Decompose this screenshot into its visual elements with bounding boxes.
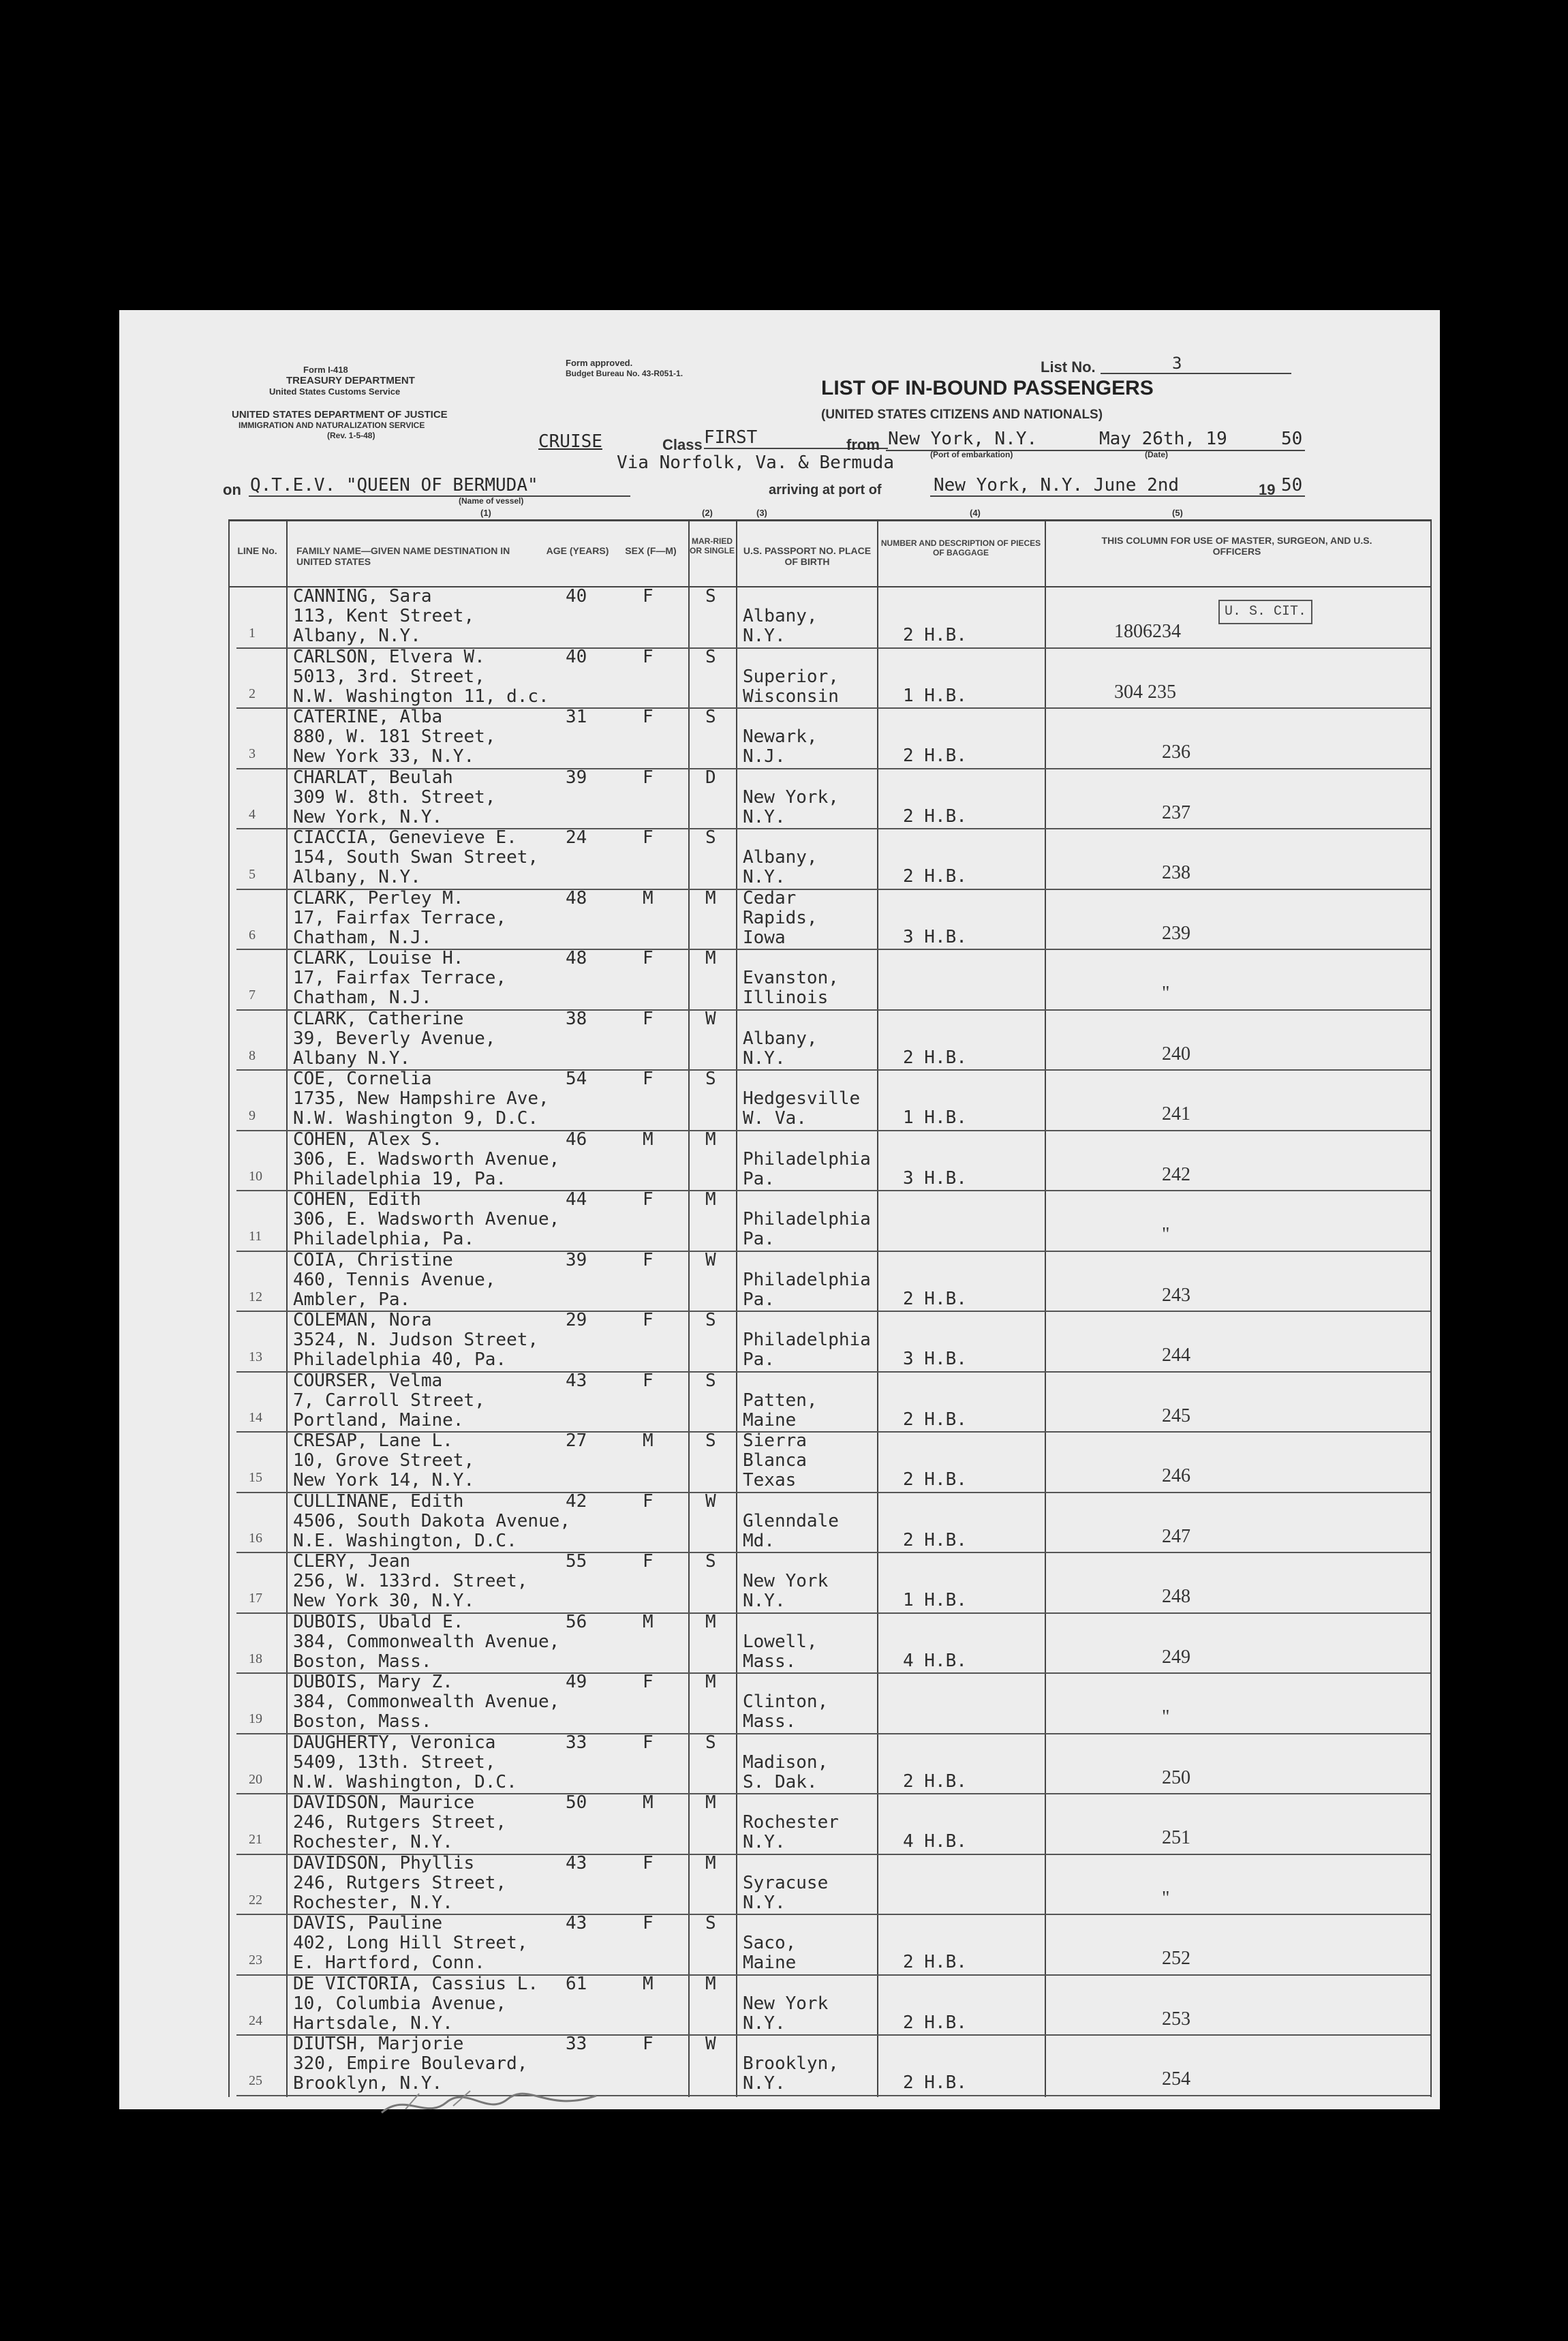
col-header-passport: U.S. PASSPORT NO. PLACE OF BIRTH <box>743 545 872 567</box>
passenger-name-address: DAVIDSON, Maurice 246, Rutgers Street, Rochester, N.Y. <box>293 1792 507 1852</box>
officer-serial-number: " <box>1162 1707 1170 1728</box>
passenger-marital-status: M <box>705 1129 716 1150</box>
row-line-number: 18 <box>249 1651 262 1666</box>
passenger-birthplace: Philadelphia Pa. <box>743 1148 871 1189</box>
list-no-label: List No. <box>1041 358 1096 376</box>
row-line-number: 14 <box>249 1409 262 1425</box>
passenger-birthplace: Albany, N.Y. <box>743 1028 818 1069</box>
officer-serial-number: 241 <box>1162 1103 1190 1124</box>
passenger-marital-status: S <box>705 1551 716 1572</box>
vessel-underline <box>249 495 630 497</box>
list-no-underline <box>1101 373 1291 374</box>
passenger-birthplace: Philadelphia Pa. <box>743 1269 871 1310</box>
col-header-line: LINE No. <box>237 545 277 556</box>
passenger-name-address: DAVIS, Pauline 402, Long Hill Street, E. Hartford, Conn. <box>293 1913 528 1973</box>
passenger-name-address: COE, Cornelia 1735, New Hampshire Ave, N.W. Washington 9, D.C. <box>293 1069 549 1129</box>
passenger-birthplace: Philadelphia Pa. <box>743 1209 871 1249</box>
vessel-caption: (Name of vessel) <box>459 496 524 506</box>
passenger-marital-status: S <box>705 827 716 848</box>
row-line-number: 1 <box>249 626 256 641</box>
col-header-baggage: NUMBER AND DESCRIPTION OF PIECES OF BAGGAGE <box>880 538 1041 557</box>
passenger-marital-status: S <box>705 1069 716 1089</box>
baggage-count: 3 H.B. <box>903 926 967 947</box>
passenger-name-address: COIA, Christine 460, Tennis Avenue, Ambler, Pa. <box>293 1249 496 1310</box>
row-line-number: 20 <box>249 1771 262 1787</box>
passenger-sex: F <box>643 1490 654 1512</box>
passenger-marital-status: M <box>705 1973 716 1994</box>
form-approved: Form approved. <box>566 358 633 368</box>
passenger-name-address: DE VICTORIA, Cassius L. 10, Columbia Avenue, Hartsdale, N.Y. <box>293 1973 539 2034</box>
col-num-4: (4) <box>970 508 981 518</box>
passenger-birthplace: Patten, Maine <box>743 1390 818 1430</box>
officer-serial-number: 243 <box>1162 1284 1190 1306</box>
passenger-age: 48 <box>566 948 587 968</box>
passenger-name-address: CLARK, Catherine 39, Beverly Avenue, Albany N.Y. <box>293 1008 496 1069</box>
passenger-name-address: CARLSON, Elvera W. 5013, 3rd. Street, N.W. Washington 11, d.c. <box>293 646 549 707</box>
baggage-count: 2 H.B. <box>903 625 967 645</box>
officer-serial-number: 236 <box>1162 741 1190 763</box>
passenger-marital-status: D <box>705 767 716 788</box>
row-line-number: 7 <box>249 988 256 1003</box>
officer-serial-number: 245 <box>1162 1405 1190 1426</box>
passenger-marital-status: W <box>705 1008 716 1029</box>
passenger-sex: F <box>643 948 654 968</box>
passenger-marital-status: S <box>705 1732 716 1753</box>
baggage-count: 2 H.B. <box>903 866 967 887</box>
col-divider <box>688 519 690 2097</box>
col-divider <box>228 519 230 2097</box>
passenger-marital-status: S <box>705 1913 716 1933</box>
row-line-number: 11 <box>249 1229 262 1244</box>
officer-serial-number: 248 <box>1162 1586 1190 1607</box>
passenger-birthplace: Albany, N.Y. <box>743 847 818 887</box>
passenger-sex: M <box>643 1430 654 1451</box>
passenger-sex: F <box>643 827 654 848</box>
arrival-year: 50 <box>1281 475 1303 495</box>
us-citizen-stamp: U. S. CIT. <box>1218 600 1312 624</box>
passenger-age: 29 <box>566 1310 587 1330</box>
passenger-age: 33 <box>566 1732 587 1753</box>
table-top-border <box>228 519 1430 521</box>
officer-serial-number: 252 <box>1162 1948 1190 1969</box>
officer-serial-number: 237 <box>1162 801 1190 823</box>
row-line-number: 3 <box>249 746 256 761</box>
passenger-sex: F <box>643 707 654 727</box>
passenger-sex: F <box>643 767 654 788</box>
passenger-age: 44 <box>566 1189 587 1210</box>
col-header-age: AGE (YEARS) <box>546 545 609 556</box>
passenger-age: 43 <box>566 1852 587 1873</box>
row-line-number: 4 <box>249 806 256 822</box>
baggage-count: 2 H.B. <box>903 1047 967 1068</box>
passenger-sex: F <box>643 586 654 607</box>
baggage-count: 2 H.B. <box>903 1409 967 1430</box>
passenger-age: 31 <box>566 707 587 727</box>
passenger-name-address: COHEN, Alex S. 306, E. Wadsworth Avenue, Philadelphia 19, Pa. <box>293 1129 560 1189</box>
passenger-sex: F <box>643 646 654 667</box>
passenger-birthplace: Evanston, Illinois <box>743 968 839 1008</box>
passenger-age: 38 <box>566 1008 587 1029</box>
officer-serial-number: 1806234 <box>1114 621 1181 642</box>
passenger-sex: F <box>643 1370 654 1391</box>
row-line-number: 2 <box>249 686 256 701</box>
passenger-name-address: DAVIDSON, Phyllis 246, Rutgers Street, Rochester, N.Y. <box>293 1852 507 1913</box>
passenger-name-address: CRESAP, Lane L. 10, Grove Street, New York 14, N.Y. <box>293 1430 475 1490</box>
passenger-sex: F <box>643 1551 654 1572</box>
passenger-age: 42 <box>566 1490 587 1512</box>
officer-serial-number: 247 <box>1162 1525 1190 1547</box>
passenger-marital-status: M <box>705 1792 716 1813</box>
pencil-signature <box>378 2085 603 2126</box>
passenger-birthplace: Lowell, Mass. <box>743 1631 818 1672</box>
passenger-name-address: CATERINE, Alba 880, W. 181 Street, New York 33, N.Y. <box>293 707 496 767</box>
officer-serial-number: 240 <box>1162 1043 1190 1065</box>
passenger-name-address: DAUGHERTY, Veronica 5409, 13th. Street, N.W. Washington, D.C. <box>293 1732 517 1792</box>
passenger-age: 43 <box>566 1913 587 1933</box>
passenger-age: 27 <box>566 1430 587 1451</box>
col-num-5: (5) <box>1172 508 1183 518</box>
col-num-2: (2) <box>702 508 713 518</box>
embark-caption: (Port of embarkation) <box>930 450 1013 459</box>
col-divider <box>286 519 288 2097</box>
passenger-age: 40 <box>566 586 587 607</box>
passenger-marital-status: S <box>705 586 716 607</box>
passenger-sex: F <box>643 1189 654 1210</box>
passenger-sex: M <box>643 1792 654 1813</box>
passenger-marital-status: S <box>705 707 716 727</box>
officer-serial-number: 249 <box>1162 1646 1190 1668</box>
row-line-number: 24 <box>249 2013 262 2028</box>
passenger-name-address: CULLINANE, Edith 4506, South Dakota Avenue, N.E. Washington, D.C. <box>293 1490 570 1551</box>
passenger-marital-status: M <box>705 1672 716 1692</box>
baggage-count: 4 H.B. <box>903 1831 967 1852</box>
passenger-birthplace: Sierra Blanca Texas <box>743 1430 807 1490</box>
class-value: FIRST <box>704 427 758 448</box>
officer-serial-number: 254 <box>1162 2068 1190 2090</box>
officer-serial-number: 242 <box>1162 1163 1190 1185</box>
passenger-sex: F <box>643 1069 654 1089</box>
passenger-birthplace: Brooklyn, N.Y. <box>743 2053 839 2094</box>
on-label: on <box>223 481 241 498</box>
passenger-name-address: CLARK, Perley M. 17, Fairfax Terrace, Chatham, N.J. <box>293 887 507 948</box>
passenger-sex: F <box>643 2034 654 2054</box>
passenger-marital-status: M <box>705 1611 716 1632</box>
passenger-name-address: COHEN, Edith 306, E. Wadsworth Avenue, Philadelphia, Pa. <box>293 1189 560 1249</box>
passenger-name-address: COURSER, Velma 7, Carroll Street, Portland, Maine. <box>293 1370 485 1430</box>
col-num-1: (1) <box>480 508 491 518</box>
passenger-age: 43 <box>566 1370 587 1391</box>
passenger-birthplace: Newark, N.J. <box>743 726 818 767</box>
passenger-marital-status: S <box>705 1310 716 1330</box>
baggage-count: 2 H.B. <box>903 1529 967 1550</box>
col-divider <box>736 519 737 2097</box>
passenger-sex: F <box>643 1310 654 1330</box>
class-label: Class <box>662 436 703 453</box>
passenger-birthplace: Syracuse N.Y. <box>743 1872 829 1913</box>
baggage-count: 2 H.B. <box>903 806 967 827</box>
passenger-sex: M <box>643 887 654 908</box>
passenger-sex: F <box>643 1852 654 1873</box>
row-line-number: 8 <box>249 1047 256 1063</box>
passenger-age: 56 <box>566 1611 587 1632</box>
passenger-age: 54 <box>566 1069 587 1089</box>
officer-serial-number: 246 <box>1162 1465 1190 1486</box>
baggage-count: 3 H.B. <box>903 1349 967 1369</box>
passenger-name-address: COLEMAN, Nora 3524, N. Judson Street, Philadelphia 40, Pa. <box>293 1310 539 1370</box>
row-line-number: 9 <box>249 1108 256 1123</box>
date-caption: (Date) <box>1145 450 1169 459</box>
passenger-marital-status: W <box>705 1490 716 1512</box>
passenger-marital-status: S <box>705 646 716 667</box>
baggage-count: 1 H.B. <box>903 1107 967 1128</box>
officer-serial-number: 251 <box>1162 1827 1190 1848</box>
baggage-count: 2 H.B. <box>903 1771 967 1792</box>
dept-immigration: IMMIGRATION AND NATURALIZATION SERVICE <box>239 420 425 430</box>
row-line-number: 22 <box>249 1892 262 1908</box>
from-port: New York, N.Y. <box>888 429 1038 449</box>
dept-justice: UNITED STATES DEPARTMENT OF JUSTICE <box>232 409 448 420</box>
officer-serial-number: 304 235 <box>1114 681 1176 703</box>
passenger-age: 40 <box>566 646 587 667</box>
passenger-marital-status: M <box>705 948 716 968</box>
baggage-count: 2 H.B. <box>903 1288 967 1309</box>
passenger-birthplace: Clinton, Mass. <box>743 1692 829 1732</box>
baggage-count: 2 H.B. <box>903 1952 967 1972</box>
vessel-name: Q.T.E.V. "QUEEN OF BERMUDA" <box>250 475 538 495</box>
col-header-sex: SEX (F—M) <box>625 545 677 556</box>
passenger-birthplace: Philadelphia Pa. <box>743 1330 871 1370</box>
officer-serial-number: " <box>1162 983 1170 1004</box>
passenger-birthplace: Madison, S. Dak. <box>743 1751 829 1792</box>
passenger-name-address: DIUTSH, Marjorie 320, Empire Boulevard, Brooklyn, N.Y. <box>293 2034 528 2094</box>
passenger-marital-status: M <box>705 887 716 908</box>
passenger-age: 33 <box>566 2034 587 2054</box>
passenger-sex: F <box>643 1008 654 1029</box>
officer-serial-number: 253 <box>1162 2008 1190 2030</box>
officer-serial-number: 250 <box>1162 1766 1190 1788</box>
form-number: Form I-418 <box>303 365 348 375</box>
passenger-age: 39 <box>566 767 587 788</box>
baggage-count: 2 H.B. <box>903 1469 967 1490</box>
col-header-officer: THIS COLUMN FOR USE OF MASTER, SURGEON, AND U.S. OFFICERS <box>1101 535 1372 557</box>
list-no-value: 3 <box>1172 354 1182 373</box>
col-num-3: (3) <box>756 508 767 518</box>
passenger-age: 46 <box>566 1129 587 1150</box>
dept-treasury: TREASURY DEPARTMENT <box>286 375 415 386</box>
passenger-sex: M <box>643 1973 654 1994</box>
row-line-number: 6 <box>249 927 256 943</box>
passenger-age: 50 <box>566 1792 587 1813</box>
passenger-sex: M <box>643 1129 654 1150</box>
row-line-number: 13 <box>249 1349 262 1364</box>
passenger-name-address: CLERY, Jean 256, W. 133rd. Street, New York 30, N.Y. <box>293 1551 528 1611</box>
departure-date: May 26th, 19 <box>1099 429 1227 449</box>
passenger-name-address: CANNING, Sara 113, Kent Street, Albany, N.Y. <box>293 586 475 646</box>
officer-serial-number: 244 <box>1162 1345 1190 1366</box>
row-line-number: 15 <box>249 1470 262 1485</box>
route-via: Via Norfolk, Va. & Bermuda <box>617 453 894 473</box>
passenger-marital-status: W <box>705 1249 716 1270</box>
passenger-sex: F <box>643 1913 654 1933</box>
baggage-count: 2 H.B. <box>903 2012 967 2033</box>
col-header-married: MAR-RIED OR SINGLE <box>689 536 735 555</box>
departure-year: 50 <box>1281 429 1303 449</box>
baggage-count: 2 H.B. <box>903 746 967 766</box>
row-line-number: 21 <box>249 1832 262 1847</box>
passenger-marital-status: S <box>705 1430 716 1451</box>
arriving-label: arriving at port of <box>769 483 882 498</box>
page-subtitle: (UNITED STATES CITIZENS AND NATIONALS) <box>821 408 1103 422</box>
passenger-birthplace: Saco, Maine <box>743 1933 797 1973</box>
passenger-name-address: DUBOIS, Ubald E. 384, Commonwealth Avenue, Boston, Mass. <box>293 1611 560 1672</box>
row-line-number: 10 <box>249 1168 262 1184</box>
passenger-age: 49 <box>566 1672 587 1692</box>
passenger-sex: F <box>643 1672 654 1692</box>
passenger-birthplace: New York N.Y. <box>743 1993 829 2034</box>
officer-serial-number: 238 <box>1162 862 1190 883</box>
passenger-birthplace: Albany, N.Y. <box>743 606 818 646</box>
dept-customs: United States Customs Service <box>269 386 401 397</box>
row-line-number: 17 <box>249 1591 262 1606</box>
row-line-number: 25 <box>249 2073 262 2088</box>
passenger-marital-status: M <box>705 1852 716 1873</box>
passenger-name-address: DUBOIS, Mary Z. 384, Commonwealth Avenue, Boston, Mass. <box>293 1672 560 1732</box>
baggage-count: 3 H.B. <box>903 1167 967 1189</box>
passenger-name-address: CLARK, Louise H. 17, Fairfax Terrace, Chatham, N.J. <box>293 948 507 1008</box>
col-divider <box>877 519 878 2097</box>
passenger-marital-status: M <box>705 1189 716 1210</box>
passenger-birthplace: Glenndale Md. <box>743 1510 839 1551</box>
passenger-birthplace: Superior, Wisconsin <box>743 666 839 707</box>
baggage-count: 1 H.B. <box>903 1590 967 1610</box>
officer-serial-number: 239 <box>1162 922 1190 944</box>
passenger-sex: M <box>643 1611 654 1632</box>
row-line-number: 19 <box>249 1711 262 1726</box>
baggage-count: 2 H.B. <box>903 2072 967 2093</box>
date-underline <box>1107 450 1305 451</box>
passenger-marital-status: W <box>705 2034 716 2054</box>
passenger-name-address: CIACCIA, Genevieve E. 154, South Swan Street, Albany, N.Y. <box>293 827 539 887</box>
col-divider <box>1430 519 1432 2097</box>
budget-bureau: Budget Bureau No. 43-R051-1. <box>566 369 683 378</box>
col-divider <box>1045 519 1046 2097</box>
row-line-number: 23 <box>249 1953 262 1968</box>
form-revision: (Rev. 1-5-48) <box>327 431 375 440</box>
passenger-age: 48 <box>566 887 587 908</box>
year-prefix: 19 <box>1259 481 1276 498</box>
baggage-count: 4 H.B. <box>903 1650 967 1671</box>
cruise-label: CRUISE <box>538 431 602 452</box>
passenger-birthplace: New York, N.Y. <box>743 786 839 827</box>
manifest-page <box>119 310 1440 2109</box>
passenger-age: 55 <box>566 1551 587 1572</box>
passenger-birthplace: New York N.Y. <box>743 1571 829 1611</box>
passenger-sex: F <box>643 1249 654 1270</box>
passenger-birthplace: Rochester N.Y. <box>743 1812 839 1852</box>
page-title: LIST OF IN-BOUND PASSENGERS <box>821 377 1154 399</box>
col-header-name: FAMILY NAME—GIVEN NAME DESTINATION IN UNITED STATES <box>296 545 510 567</box>
officer-serial-number: " <box>1162 1224 1170 1245</box>
row-line-number: 12 <box>249 1289 262 1304</box>
passenger-age: 61 <box>566 1973 587 1994</box>
row-line-number: 5 <box>249 867 256 882</box>
passenger-sex: F <box>643 1732 654 1753</box>
passenger-birthplace: Cedar Rapids, Iowa <box>743 887 818 948</box>
officer-serial-number: " <box>1162 1887 1170 1909</box>
from-label: from <box>846 436 880 453</box>
passenger-name-address: CHARLAT, Beulah 309 W. 8th. Street, New York, N.Y. <box>293 767 496 827</box>
arrival-port-date: New York, N.Y. June 2nd <box>934 475 1180 495</box>
arrival-underline <box>930 495 1305 497</box>
baggage-count: 1 H.B. <box>903 685 967 706</box>
passenger-age: 39 <box>566 1249 587 1270</box>
passenger-birthplace: Hedgesville W. Va. <box>743 1088 861 1129</box>
row-line-number: 16 <box>249 1530 262 1546</box>
passenger-age: 24 <box>566 827 587 848</box>
passenger-marital-status: S <box>705 1370 716 1391</box>
